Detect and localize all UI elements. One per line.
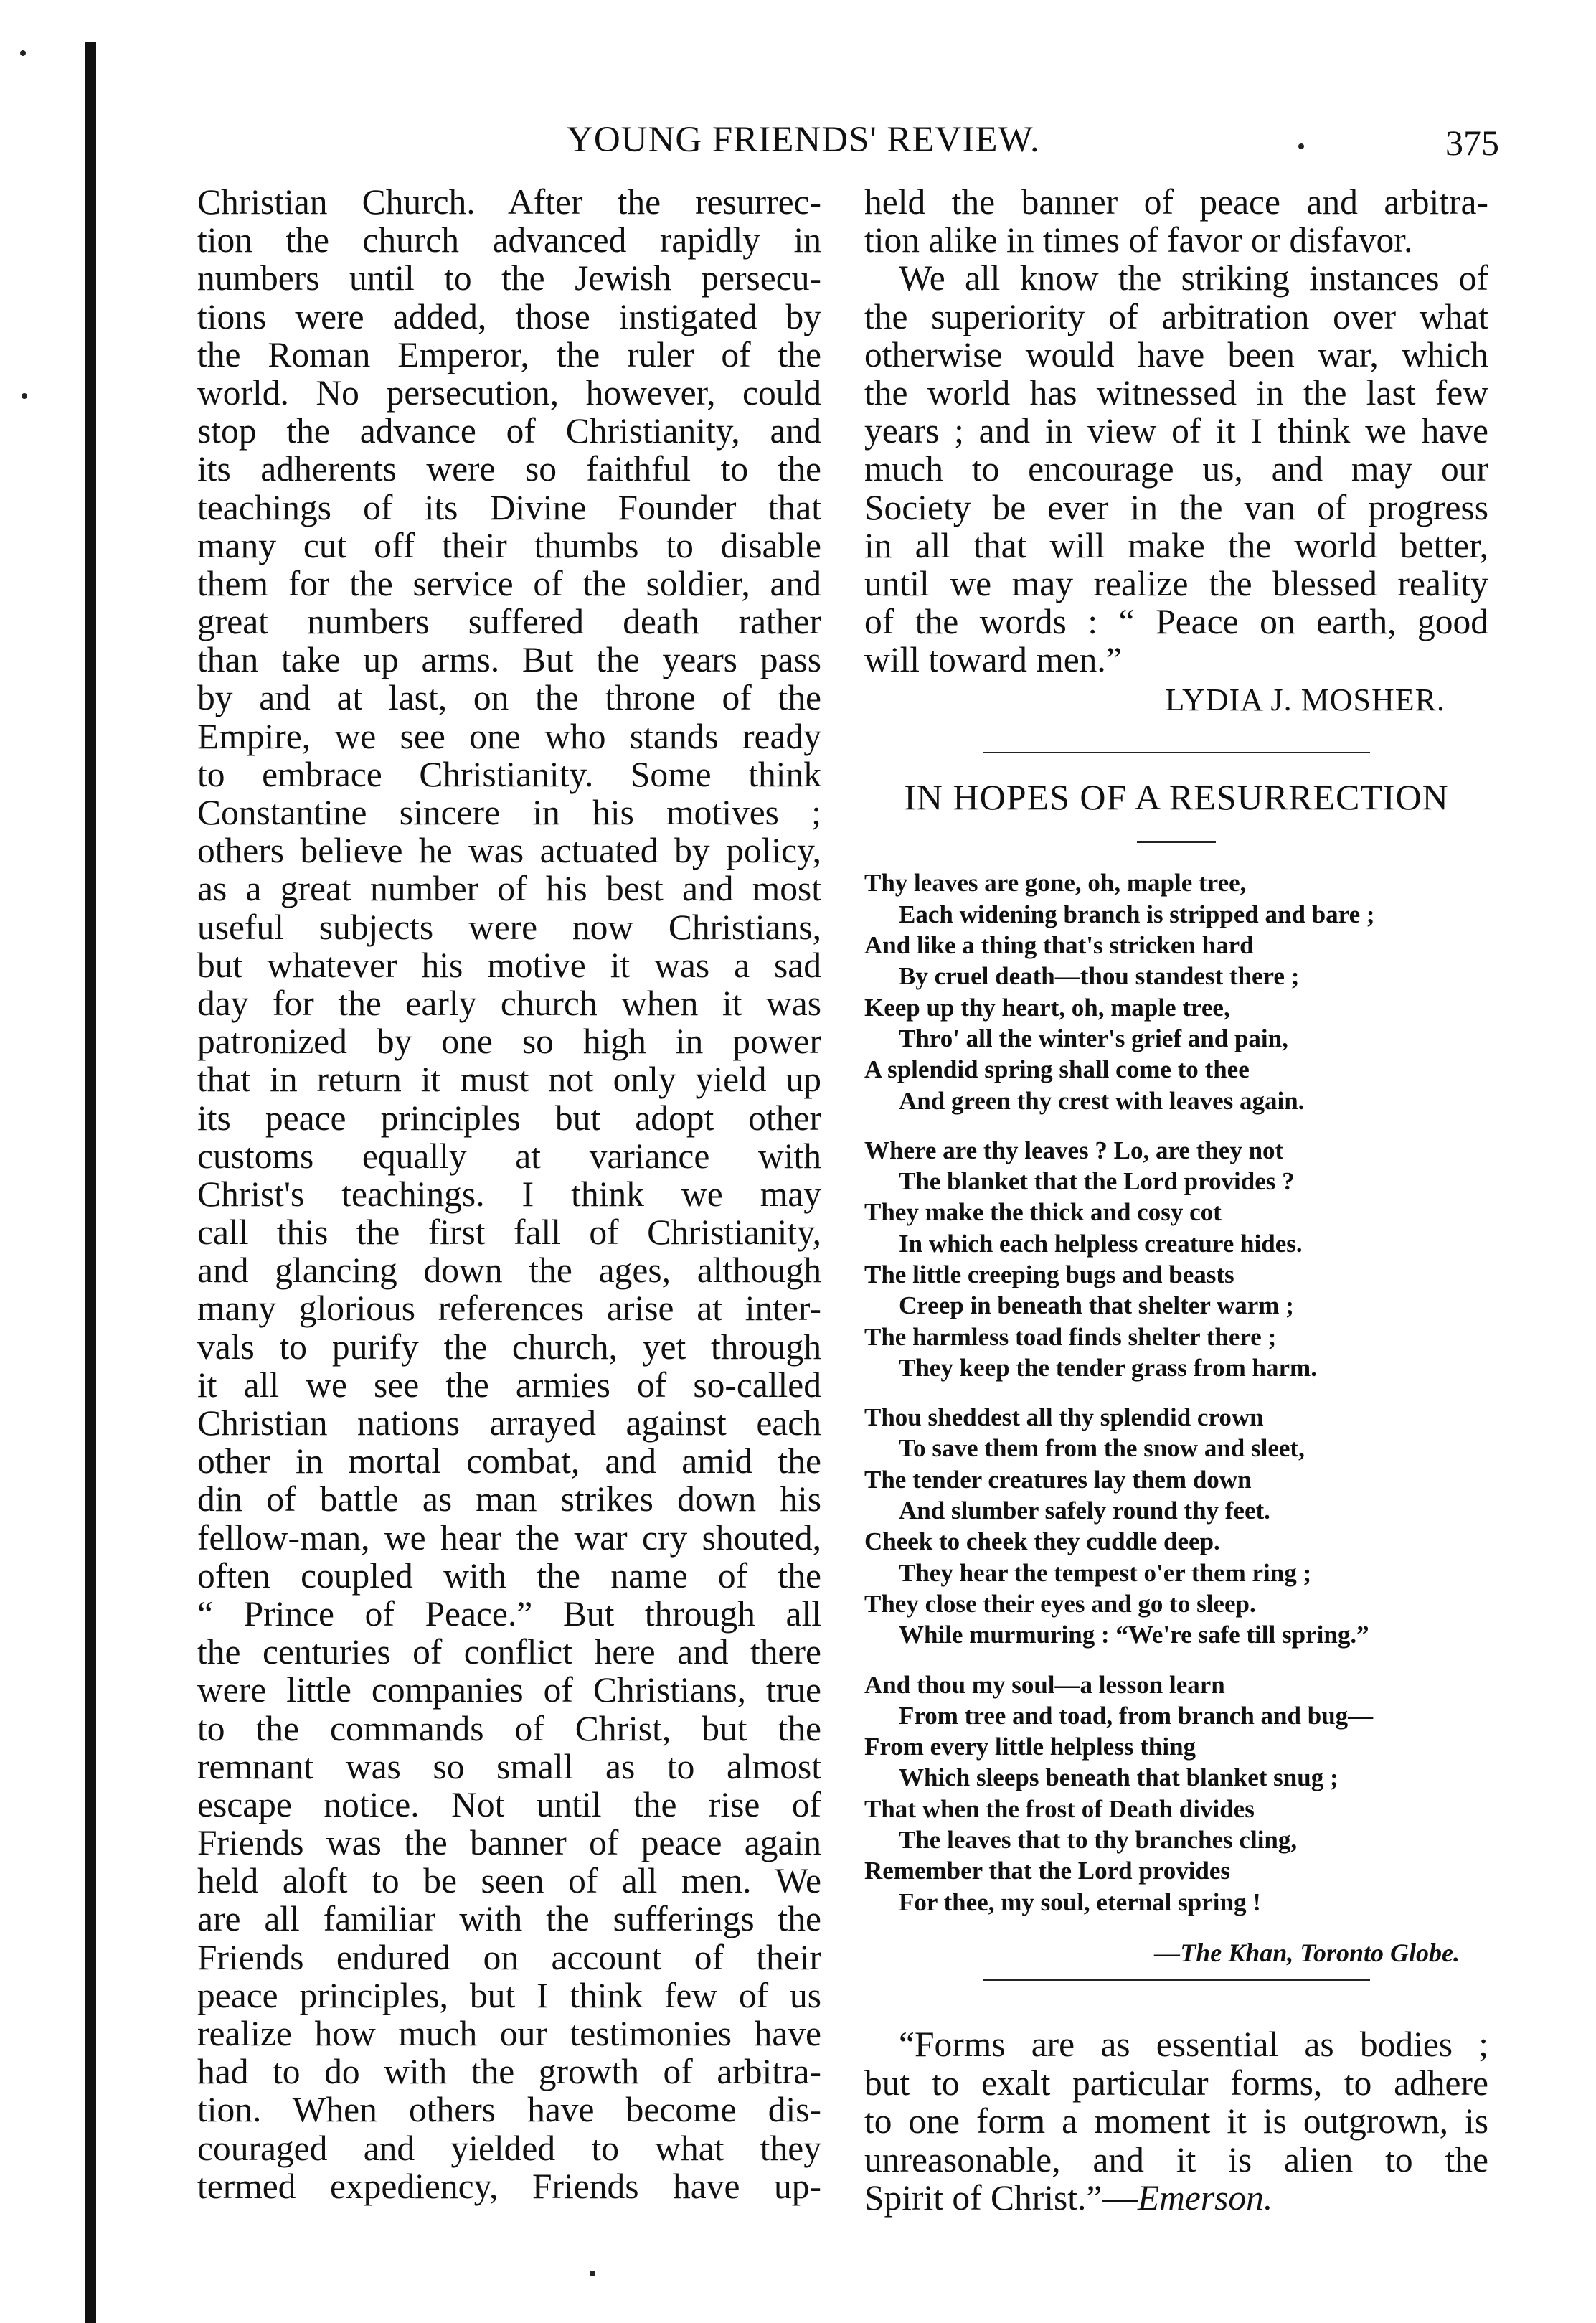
- essay-line: Society be ever in the van of progress: [864, 487, 1488, 527]
- poem-line: The little creeping bugs and beasts: [864, 1261, 1234, 1288]
- section-divider: [983, 752, 1370, 753]
- essay-line: to embrace Christianity. Some think: [197, 754, 821, 794]
- right-column: [864, 183, 1488, 2218]
- essay-line: many glorious references arise at inter-: [197, 1288, 821, 1329]
- poem-line: While murmuring : “We're safe till spring.”: [899, 1621, 1369, 1649]
- poem-line: They keep the tender grass from harm.: [899, 1353, 1317, 1382]
- essay-line: call this the first fall of Christianity,: [197, 1212, 821, 1253]
- essay-line: Empire, we see one who stands ready: [197, 716, 821, 756]
- essay-line: numbers until to the Jewish persecu-: [197, 258, 821, 298]
- essay-line: world. No persecution, however, could: [197, 372, 821, 413]
- running-title: YOUNG FRIENDS' REVIEW.: [567, 120, 1040, 160]
- poem-line: They close their eyes and go to sleep.: [864, 1589, 1256, 1618]
- essay-line: often coupled with the name of the: [197, 1555, 821, 1596]
- essay-line: Friends endured on account of their: [197, 1937, 821, 1977]
- essay-line: tion alike in times of favor or disfavor.: [864, 220, 1413, 260]
- page-binding-edge: [85, 42, 96, 2323]
- quote-line: Spirit of Christ.”—Emerson.: [864, 2178, 1273, 2218]
- poem-line: A splendid spring shall come to thee: [864, 1055, 1250, 1084]
- poem-stanza: [864, 1669, 1488, 1918]
- essay-line: We all know the striking instances of: [899, 258, 1488, 298]
- essay-line: otherwise would have been war, which: [864, 334, 1488, 374]
- poem-line: From tree and toad, from branch and bug—: [899, 1701, 1374, 1730]
- quote-line: to one form a moment it is outgrown, is: [864, 2101, 1488, 2141]
- poem-stanza: [864, 867, 1488, 1116]
- essay-line: the superiority of arbitration over what: [864, 296, 1488, 336]
- essay-line: other in mortal combat, and amid the: [197, 1441, 821, 1481]
- page-number: 375: [1445, 123, 1499, 163]
- essay-line: Christian Church. After the resurrec-: [197, 182, 821, 222]
- poem-line: In which each helpless creature hides.: [899, 1229, 1303, 1258]
- quote-line: unreasonable, and it is alien to the: [864, 2139, 1488, 2180]
- essay-line: din of battle as man strikes down his: [197, 1479, 821, 1519]
- essay-line: it all we see the armies of so-called: [197, 1365, 821, 1405]
- essay-line: will toward men.”: [864, 640, 1122, 680]
- poem-line: That when the frost of Death divides: [864, 1794, 1255, 1823]
- essay-line: termed expediency, Friends have up-: [197, 2166, 821, 2206]
- essay-line: tion the church advanced rapidly in: [197, 220, 821, 260]
- essay-line: by and at last, on the throne of the: [197, 678, 821, 718]
- essay-line: Christian nations arrayed against each: [197, 1403, 821, 1443]
- margin-speck: [22, 393, 27, 399]
- poem-line: And thou my soul—a lesson learn: [864, 1670, 1225, 1699]
- essay-line: customs equally at variance with: [197, 1136, 821, 1176]
- poem-line: Creep in beneath that shelter warm ;: [899, 1291, 1294, 1320]
- quote-attribution: Emerson.: [1137, 2178, 1273, 2218]
- essay-line: held the banner of peace and arbitra-: [864, 182, 1488, 222]
- essay-line: great numbers suffered death rather: [197, 602, 821, 642]
- poem-body: [864, 867, 1488, 1918]
- essay-line: but whatever his motive it was a sad: [197, 945, 821, 985]
- left-column-essay: [197, 183, 821, 2205]
- poem-line: Where are thy leaves ? Lo, are they not: [864, 1136, 1284, 1164]
- quote-line: “Forms are as essential as bodies ;: [899, 2024, 1488, 2064]
- essay-line: until we may realize the blessed reality: [864, 563, 1488, 603]
- poem-line: By cruel death—thou standest there ;: [899, 962, 1300, 991]
- quote-line: but to exalt particular forms, to adhere: [864, 2063, 1488, 2103]
- page-header: [194, 115, 1499, 172]
- essay-line: “ Prince of Peace.” But through all: [197, 1593, 821, 1634]
- poem-line: The harmless toad finds shelter there ;: [864, 1322, 1277, 1351]
- essay-line: of the words : “ Peace on earth, good: [864, 602, 1488, 642]
- essay-line: to the commands of Christ, but the: [197, 1708, 821, 1748]
- essay-line: others believe he was actuated by policy,: [197, 831, 821, 871]
- poem-line: To save them from the snow and sleet,: [899, 1434, 1305, 1463]
- poem-line: Keep up thy heart, oh, maple tree,: [864, 993, 1230, 1022]
- essay-line: them for the service of the soldier, and: [197, 563, 821, 603]
- essay-line: than take up arms. But the years pass: [197, 640, 821, 680]
- essay-line: escape notice. Not until the rise of: [197, 1784, 821, 1824]
- essay-line: couraged and yielded to what they: [197, 2128, 821, 2168]
- essay-line: remnant was so small as to almost: [197, 1746, 821, 1786]
- poem-line: And slumber safely round thy feet.: [899, 1497, 1270, 1525]
- essay-line: as a great number of his best and most: [197, 869, 821, 909]
- essay-line: its adherents were so faithful to the: [197, 449, 821, 489]
- essay-signature: LYDIA J. MOSHER.: [1165, 682, 1445, 718]
- poem-line: Which sleeps beneath that blanket snug ;: [899, 1763, 1338, 1792]
- poem-credit: —The Khan, Toronto Globe.: [1154, 1938, 1460, 1967]
- essay-line: the Roman Emperor, the ruler of the: [197, 334, 821, 374]
- poem-line: And green thy crest with leaves again.: [899, 1086, 1305, 1115]
- essay-line: its peace principles but adopt other: [197, 1098, 821, 1138]
- poem-title: IN HOPES OF A RESURRECTION: [904, 777, 1449, 818]
- essay-line: the centuries of conflict here and there: [197, 1632, 821, 1672]
- essay-line: many cut off their thumbs to disable: [197, 525, 821, 565]
- essay-line: Friends was the banner of peace again: [197, 1823, 821, 1863]
- essay-line: stop the advance of Christianity, and: [197, 411, 821, 451]
- essay-conclusion: [864, 183, 1488, 679]
- poem-stanza: [864, 1402, 1488, 1650]
- essay-line: vals to purify the church, yet through: [197, 1327, 821, 1367]
- essay-line: tions were added, those instigated by: [197, 296, 821, 336]
- emerson-quote: [864, 2025, 1488, 2218]
- poem-line: They hear the tempest o'er them ring ;: [899, 1558, 1312, 1587]
- essay-line: in all that will make the world better,: [864, 525, 1488, 565]
- poem-line: And like a thing that's stricken hard: [864, 931, 1254, 960]
- essay-line: years ; and in view of it I think we have: [864, 411, 1488, 451]
- poem-line: The tender creatures lay them down: [864, 1465, 1252, 1494]
- essay-line: fellow-man, we hear the war cry shouted,: [197, 1517, 821, 1558]
- essay-line: held aloft to be seen of all men. We: [197, 1861, 821, 1901]
- poem-line: Each widening branch is stripped and bare ;: [899, 900, 1375, 928]
- essay-line: useful subjects were now Christians,: [197, 907, 821, 947]
- margin-speck: [20, 50, 26, 56]
- poem-stanza: [864, 1135, 1488, 1383]
- poem-line: Remember that the Lord provides: [864, 1857, 1231, 1885]
- essay-line: patronized by one so high in power: [197, 1022, 821, 1062]
- title-divider: [1137, 841, 1216, 843]
- margin-speck: [590, 2271, 595, 2276]
- essay-line: that in return it must not only yield up: [197, 1060, 821, 1100]
- essay-line: realize how much our testimonies have: [197, 2014, 821, 2053]
- essay-line: and glancing down the ages, although: [197, 1250, 821, 1291]
- poem-line: For thee, my soul, eternal spring !: [899, 1888, 1261, 1916]
- essay-line: much to encourage us, and may our: [864, 449, 1488, 489]
- poem-line: From every little helpless thing: [864, 1733, 1196, 1761]
- poem-line: They make the thick and cosy cot: [864, 1198, 1222, 1227]
- poem-line: Cheek to cheek they cuddle deep.: [864, 1527, 1220, 1556]
- poem-line: Thro' all the winter's grief and pain,: [899, 1024, 1288, 1052]
- essay-line: Christ's teachings. I think we may: [197, 1174, 821, 1214]
- essay-line: day for the early church when it was: [197, 983, 821, 1023]
- essay-line: peace principles, but I think few of us: [197, 1975, 821, 2015]
- poem-line: The leaves that to thy branches cling,: [899, 1826, 1298, 1855]
- section-divider: [983, 1979, 1370, 1981]
- essay-line: tion. When others have become dis-: [197, 2090, 821, 2130]
- essay-line: the world has witnessed in the last few: [864, 372, 1488, 413]
- poem-line: Thou sheddest all thy splendid crown: [864, 1403, 1264, 1432]
- essay-line: are all familiar with the sufferings the: [197, 1899, 821, 1939]
- essay-line: had to do with the growth of arbitra-: [197, 2052, 821, 2092]
- essay-line: were little companies of Christians, true: [197, 1670, 821, 1710]
- poem-line: The blanket that the Lord provides ?: [899, 1167, 1295, 1196]
- essay-line: teachings of its Divine Founder that: [197, 487, 821, 527]
- poem-line: Thy leaves are gone, oh, maple tree,: [864, 869, 1247, 897]
- essay-line: Constantine sincere in his motives ;: [197, 793, 821, 832]
